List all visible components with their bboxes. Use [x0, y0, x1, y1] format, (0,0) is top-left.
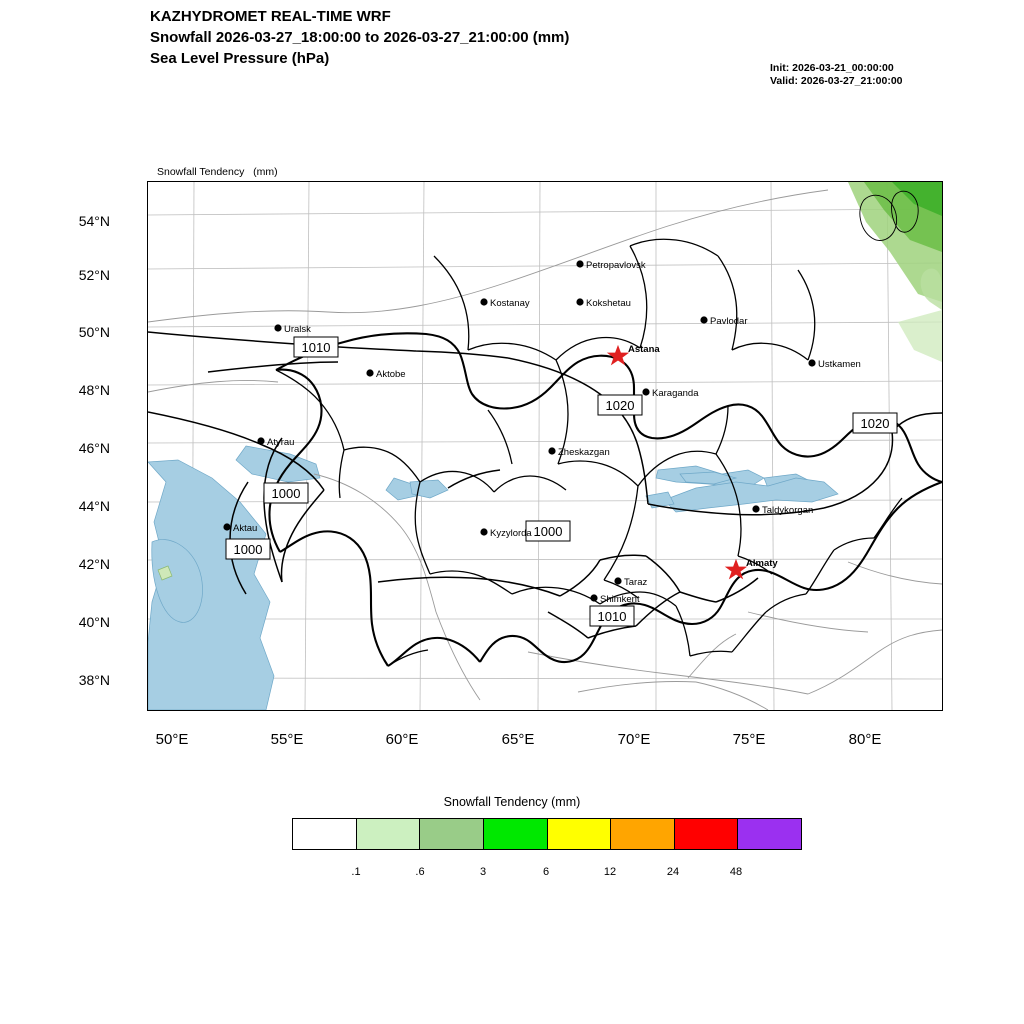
y-tick-40N: 40°N	[78, 614, 110, 630]
svg-text:Uralsk: Uralsk	[284, 324, 311, 335]
init-time: Init: 2026-03-21_00:00:00	[770, 62, 894, 74]
colorbar	[292, 818, 802, 850]
svg-text:Ustkamen: Ustkamen	[818, 359, 861, 370]
y-tick-54N: 54°N	[78, 213, 110, 229]
x-tick-80E: 80°E	[848, 731, 882, 748]
x-tick-65E: 65°E	[501, 731, 535, 748]
city-marker	[480, 298, 529, 309]
svg-text:Almaty: Almaty	[746, 558, 778, 569]
svg-text:Taldykorgan: Taldykorgan	[762, 505, 814, 516]
svg-text:Karaganda: Karaganda	[652, 388, 699, 399]
colorbar-swatch-6	[675, 819, 739, 849]
x-tick-50E: 50°E	[155, 731, 189, 748]
svg-text:Atyrau: Atyrau	[267, 437, 295, 448]
svg-text:1010: 1010	[597, 609, 627, 624]
y-tick-48N: 48°N	[78, 382, 110, 398]
title-line-2: Snowfall 2026-03-27_18:00:00 to 2026-03-27_21:00:00 (mm)	[150, 29, 570, 46]
city-marker	[642, 388, 699, 399]
run-info	[770, 62, 903, 88]
colorbar-swatch-4	[548, 819, 612, 849]
colorbar-tick-1: .6	[415, 866, 425, 878]
colorbar-tick-6: 48	[729, 866, 743, 878]
svg-text:1010: 1010	[301, 340, 331, 355]
isobar-label	[264, 483, 308, 503]
svg-text:Astana: Astana	[628, 344, 660, 355]
isobar-label	[526, 521, 570, 541]
colorbar-title: Snowfall Tendency (mm)	[443, 795, 581, 809]
snowfall-shading	[848, 182, 942, 362]
city-marker	[700, 316, 747, 327]
title-line-3: Sea Level Pressure (hPa)	[150, 50, 330, 67]
svg-text:Taraz: Taraz	[624, 577, 648, 588]
x-tick-70E: 70°E	[617, 731, 651, 748]
y-tick-42N: 42°N	[78, 556, 110, 572]
colorbar-ticks	[292, 866, 802, 882]
map-plot-area	[147, 181, 943, 711]
valid-time: Valid: 2026-03-27_21:00:00	[770, 75, 903, 87]
sublabel-snowfall: Snowfall Tendency (mm)	[157, 166, 278, 178]
x-tick-75E: 75°E	[732, 731, 766, 748]
svg-text:1000: 1000	[233, 542, 263, 557]
svg-text:Petropavlovsk: Petropavlovsk	[586, 260, 646, 271]
city-marker	[548, 447, 609, 458]
svg-text:Aktau: Aktau	[233, 523, 258, 534]
isobar-label	[226, 539, 270, 559]
colorbar-swatch-1	[357, 819, 421, 849]
title-line-1: KAZHYDROMET REAL-TIME WRF	[150, 8, 391, 25]
svg-text:1020: 1020	[860, 416, 890, 431]
y-tick-52N: 52°N	[78, 267, 110, 283]
svg-text:1020: 1020	[605, 398, 635, 413]
chart-header	[150, 6, 870, 69]
colorbar-tick-0: .1	[351, 866, 361, 878]
city-marker	[257, 437, 294, 448]
svg-text:Aktobe: Aktobe	[376, 369, 406, 380]
svg-text:Shimkent: Shimkent	[600, 594, 640, 605]
city-marker	[366, 369, 405, 380]
city-marker	[274, 324, 311, 335]
svg-text:1000: 1000	[271, 486, 301, 501]
city-marker	[808, 359, 860, 370]
svg-text:Zheskazgan: Zheskazgan	[558, 447, 610, 458]
colorbar-swatch-7	[738, 819, 801, 849]
colorbar-tick-3: 6	[542, 866, 550, 878]
colorbar-tick-5: 24	[666, 866, 680, 878]
colorbar-swatch-0	[293, 819, 357, 849]
capital-marker	[726, 558, 778, 578]
colorbar-tick-2: 3	[479, 866, 487, 878]
svg-text:Kyzylorda: Kyzylorda	[490, 528, 532, 539]
y-tick-46N: 46°N	[78, 440, 110, 456]
svg-text:Pavlodar: Pavlodar	[710, 316, 748, 327]
city-marker	[752, 505, 813, 516]
colorbar-swatch-2	[420, 819, 484, 849]
capital-marker	[608, 344, 660, 364]
isobar-label	[294, 337, 338, 357]
x-tick-55E: 55°E	[270, 731, 304, 748]
city-marker	[480, 528, 532, 539]
y-tick-38N: 38°N	[78, 672, 110, 688]
y-tick-44N: 44°N	[78, 498, 110, 514]
colorbar-swatch-5	[611, 819, 675, 849]
city-marker	[576, 298, 631, 309]
isobar-label	[598, 395, 642, 415]
y-tick-50N: 50°N	[78, 324, 110, 340]
colorbar-tick-4: 12	[603, 866, 617, 878]
svg-text:Kokshetau: Kokshetau	[586, 298, 631, 309]
city-marker	[576, 260, 646, 271]
colorbar-swatch-3	[484, 819, 548, 849]
map-svg	[148, 182, 942, 710]
isobar-label	[590, 606, 634, 626]
x-tick-60E: 60°E	[385, 731, 419, 748]
isobar-label	[853, 413, 897, 433]
svg-text:1000: 1000	[533, 524, 563, 539]
svg-text:Kostanay: Kostanay	[490, 298, 530, 309]
